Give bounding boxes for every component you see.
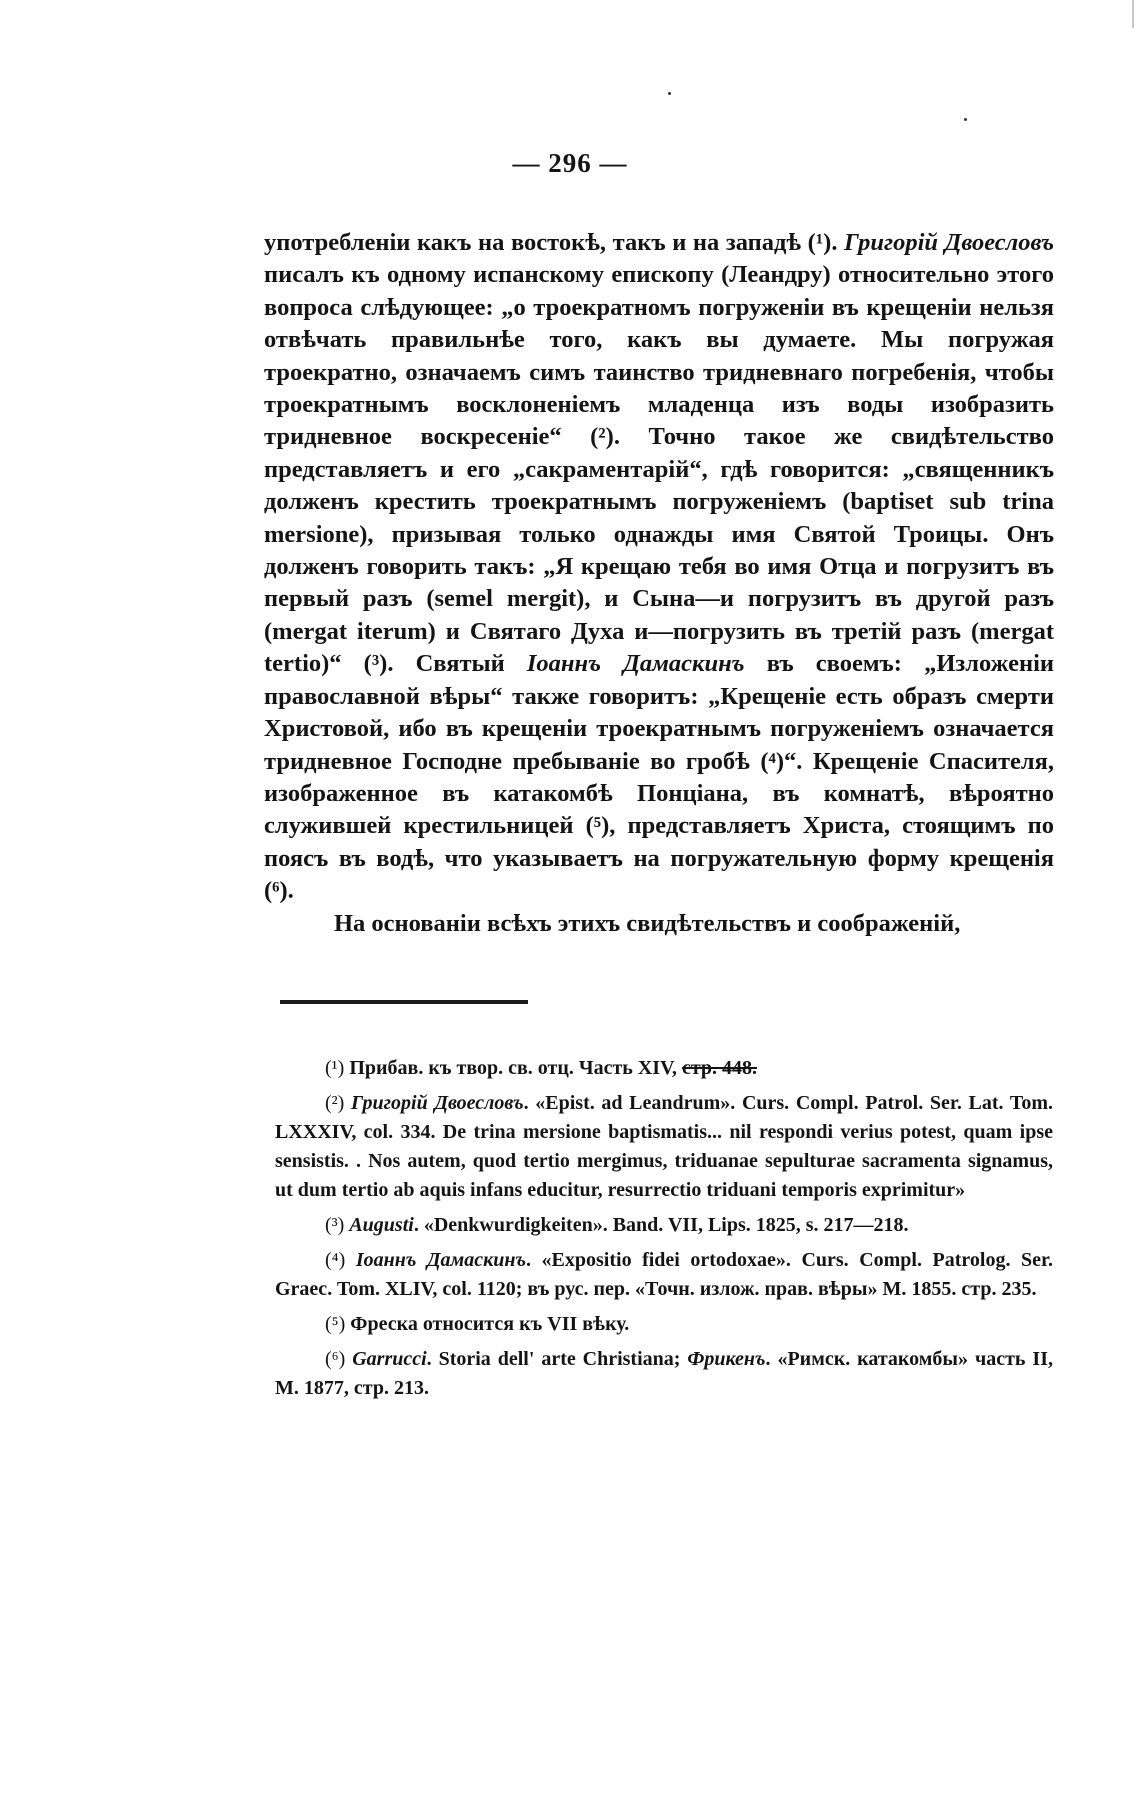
footnote-mark: (³)	[325, 1214, 345, 1236]
footnote-text: Прибав. къ твор. св. отц. Часть XIV,	[344, 1057, 682, 1079]
footnote-mark: (⁵)	[325, 1313, 346, 1335]
paragraph-1-part-c: въ своемъ: „Изложеніи православной вѣры“ также говоритъ: „Крещеніе есть образъ смерти Христовой, ибо въ крещеніи троекратнымъ погруженіемъ означается тридневное Господне пребываніе во гробѣ (⁴)“. Крещеніе Спасителя, изображенное въ катакомбѣ Понціана, въ комнатѣ, вѣроятно служившей крестильницей (⁵), представляетъ Христа, стоящимъ по поясъ въ водѣ, что указываетъ на погружательную форму крещенія (⁶).	[264, 650, 1054, 905]
paragraph-1-part-b: писалъ къ одному испанскому епископу (Леандру) относительно этого вопроса слѣдующее: „о троекратномъ погруженіи въ крещеніи нельзя отвѣчать правильнѣе того, какъ вы думаете. Мы погружая троекратно, означаемъ симъ таинство тридневнаго погребенія, чтобы троекратнымъ восклоненіемъ младенца изъ воды изобразить тридневное воскресеніе“ (²). Точно такое же свидѣтельство представляетъ и его „сакраментарій“, гдѣ говорится: „священникъ долженъ крестить троекратнымъ погруженіемъ (baptiset sub trina mersione), призывая только однажды имя Святой Троицы. Онъ долженъ говорить такъ: „Я крещаю тебя во имя Отца и погрузитъ въ первый разъ (semel mergit), и Сына—и погрузитъ въ другой разъ (mergat iterum) и Святаго Духа и—погрузить въ третій разъ (mergat tertio)“ (³). Святый	[264, 261, 1054, 678]
footnote-text: . «Римск. катакомбы» часть II, М. 1877, стр. 213.	[275, 1348, 1053, 1399]
footnote-5	[275, 1310, 1053, 1339]
footnote-text: . «Epist. ad Leandrum». Curs. Compl. Patrol. Ser. Lat. Tom. LXXXIV, col. 334. De trina mersione baptismatis... nil respondi verius potest, quam ipse sensistis. . Nos autem, quod tertio mergimus, triduanae sepulturae sacramenta signamus, ut dum tertio ab aquis infans educitur, resurrectio triduani temporis exprimitur»	[275, 1092, 1053, 1201]
paragraph-2: На основаніи всѣхъ этихъ свидѣтельствъ и соображеній,	[334, 909, 961, 937]
footnote-author: Фрикенъ	[687, 1348, 766, 1370]
footnote-author: Garrucci	[352, 1348, 427, 1370]
footnote-text: Фреска относится къ VII вѣку.	[345, 1313, 630, 1335]
footnote-author: Григорій Двоесловъ	[350, 1092, 524, 1114]
scan-speck	[964, 118, 967, 121]
footnotes	[275, 1054, 1053, 1409]
footnote-2	[275, 1089, 1053, 1205]
footnote-mark: (²)	[325, 1092, 345, 1114]
author-name: Григорій Двоесловъ	[844, 229, 1054, 256]
footnote-text: . Storia dell' arte Christiana;	[426, 1348, 688, 1370]
scan-edge-mark	[1132, 0, 1134, 28]
footnote-mark: (¹)	[325, 1057, 345, 1079]
paragraph-1-part-a: употребленіи какъ на востокѣ, такъ и на западѣ (¹).	[264, 229, 845, 256]
footnote-author: Augusti	[349, 1214, 414, 1236]
footnote-text: . «Denkwurdigkeiten». Band. VII, Lips. 1825, s. 217—218.	[413, 1214, 909, 1236]
footnote-mark: (⁴)	[325, 1249, 346, 1271]
main-text	[264, 227, 1054, 940]
footnote-text: . «Expositio fidei ortodoxae». Curs. Compl. Patrolog. Ser. Graec. Tom. XLIV, col. 1120; въ рус. пер. «Точн. излож. прав. вѣры» М. 1855. стр. 235.	[275, 1249, 1054, 1300]
footnote-author: Іоаннъ Дамаскинъ	[355, 1249, 527, 1271]
page-number: — 296 —	[512, 148, 628, 178]
footnote-divider	[280, 1000, 528, 1004]
paragraph-1	[264, 227, 1054, 908]
footnote-struck-text: стр. 448.	[681, 1057, 758, 1079]
author-name: Іоаннъ Дамаскинъ	[526, 650, 745, 678]
footnote-6	[275, 1345, 1053, 1403]
footnote-1	[275, 1054, 1053, 1083]
footnote-mark: (⁶)	[325, 1348, 346, 1370]
footnote-4	[275, 1246, 1053, 1304]
scan-speck	[668, 92, 671, 95]
footnote-3	[275, 1211, 1053, 1240]
